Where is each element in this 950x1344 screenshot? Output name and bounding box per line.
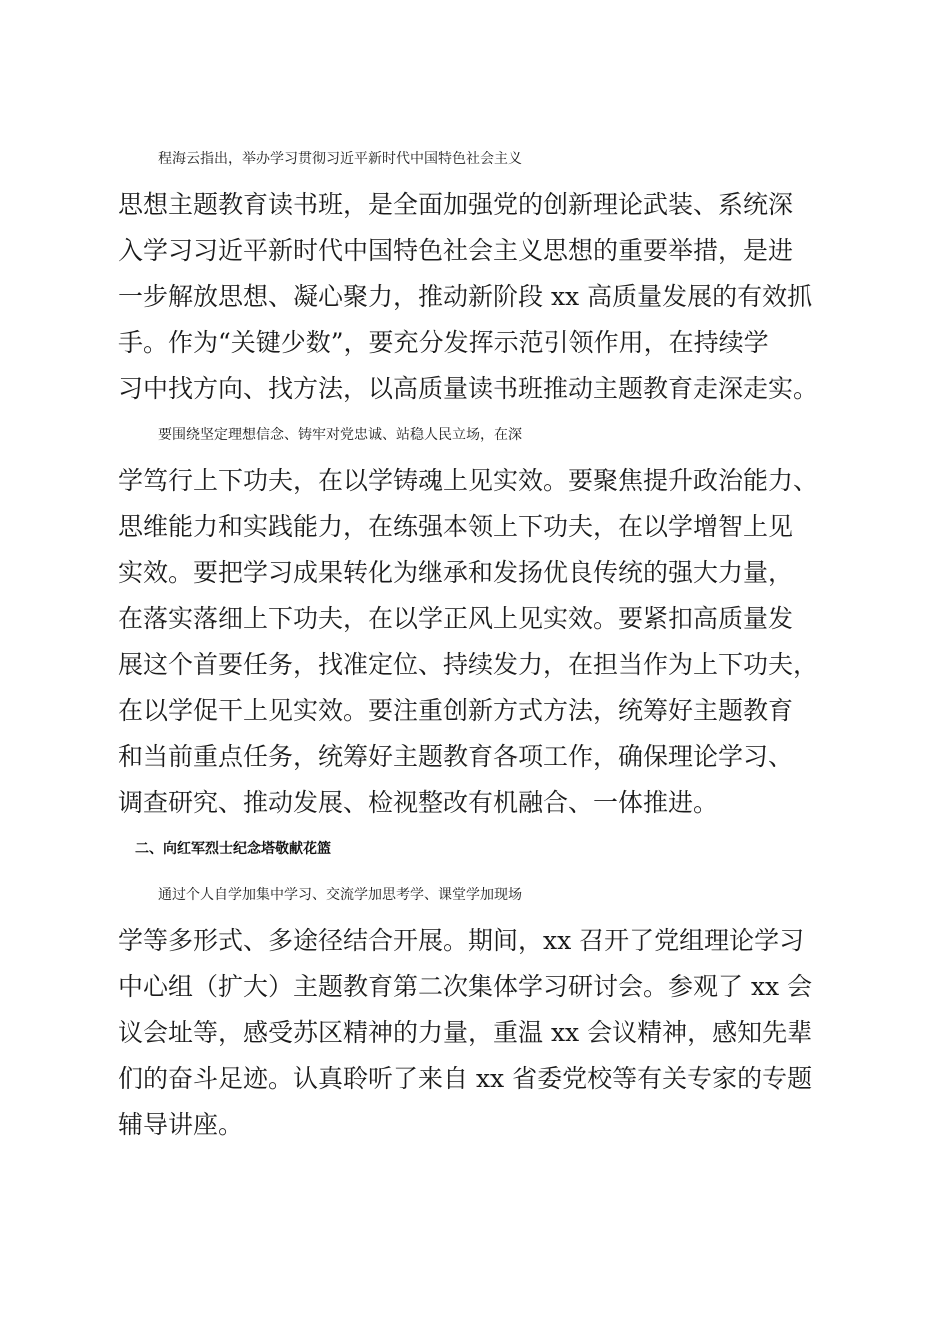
paragraph-1-line-6: 习中找方向、找方法，以高质量读书班推动主题教育走深走实。 bbox=[118, 374, 819, 403]
paragraph-2-line-5: 在落实落细上下功夫，在以学正风上见实效。要紧扣高质量发 bbox=[118, 604, 794, 633]
paragraph-1-line-5: 手。作为“关键少数”，要充分发挥示范引领作用，在持续学 bbox=[118, 328, 769, 357]
paragraph-3-line-1: 通过个人自学加集中学习、交流学加思考学、课堂学加现场 bbox=[158, 887, 522, 903]
paragraph-2-line-8: 和当前重点任务，统筹好主题教育各项工作，确保理论学习、 bbox=[118, 742, 794, 771]
paragraph-3-line-3: 中心组（扩大）主题教育第二次集体学习研讨会。参观了 xx 会 bbox=[118, 972, 813, 1001]
paragraph-3-line-6: 辅导讲座。 bbox=[118, 1110, 244, 1139]
paragraph-3-line-5: 们的奋斗足迹。认真聆听了来自 xx 省委党校等有关专家的专题 bbox=[118, 1064, 813, 1093]
paragraph-2-line-4: 实效。要把学习成果转化为继承和发扬优良传统的强大力量， bbox=[118, 558, 794, 587]
paragraph-1-line-4: 一步解放思想、凝心聚力，推动新阶段 xx 高质量发展的有效抓 bbox=[118, 282, 813, 311]
section-heading: 二、向红军烈士纪念塔敬献花篮 bbox=[135, 841, 331, 857]
paragraph-3-line-2: 学等多形式、多途径结合开展。期间，xx 召开了党组理论学习 bbox=[118, 926, 805, 955]
paragraph-3-line-4: 议会址等，感受苏区精神的力量，重温 xx 会议精神，感知先辈 bbox=[118, 1018, 813, 1047]
paragraph-2-line-1: 要围绕坚定理想信念、铸牢对党忠诚、站稳人民立场，在深 bbox=[158, 427, 522, 443]
paragraph-1-line-3: 入学习习近平新时代中国特色社会主义思想的重要举措，是进 bbox=[118, 236, 794, 265]
paragraph-1-line-1: 程海云指出，举办学习贯彻习近平新时代中国特色社会主义 bbox=[158, 151, 522, 167]
paragraph-2-line-3: 思维能力和实践能力，在练强本领上下功夫，在以学增智上见 bbox=[118, 512, 794, 541]
paragraph-2-line-2: 学笃行上下功夫，在以学铸魂上见实效。要聚焦提升政治能力、 bbox=[118, 466, 819, 495]
paragraph-2-line-7: 在以学促干上见实效。要注重创新方式方法，统筹好主题教育 bbox=[118, 696, 794, 725]
paragraph-2-line-9: 调查研究、推动发展、检视整改有机融合、一体推进。 bbox=[118, 788, 719, 817]
paragraph-1-line-2: 思想主题教育读书班，是全面加强党的创新理论武装、系统深 bbox=[118, 190, 794, 219]
paragraph-2-line-6: 展这个首要任务，找准定位、持续发力，在担当作为上下功夫， bbox=[118, 650, 819, 679]
